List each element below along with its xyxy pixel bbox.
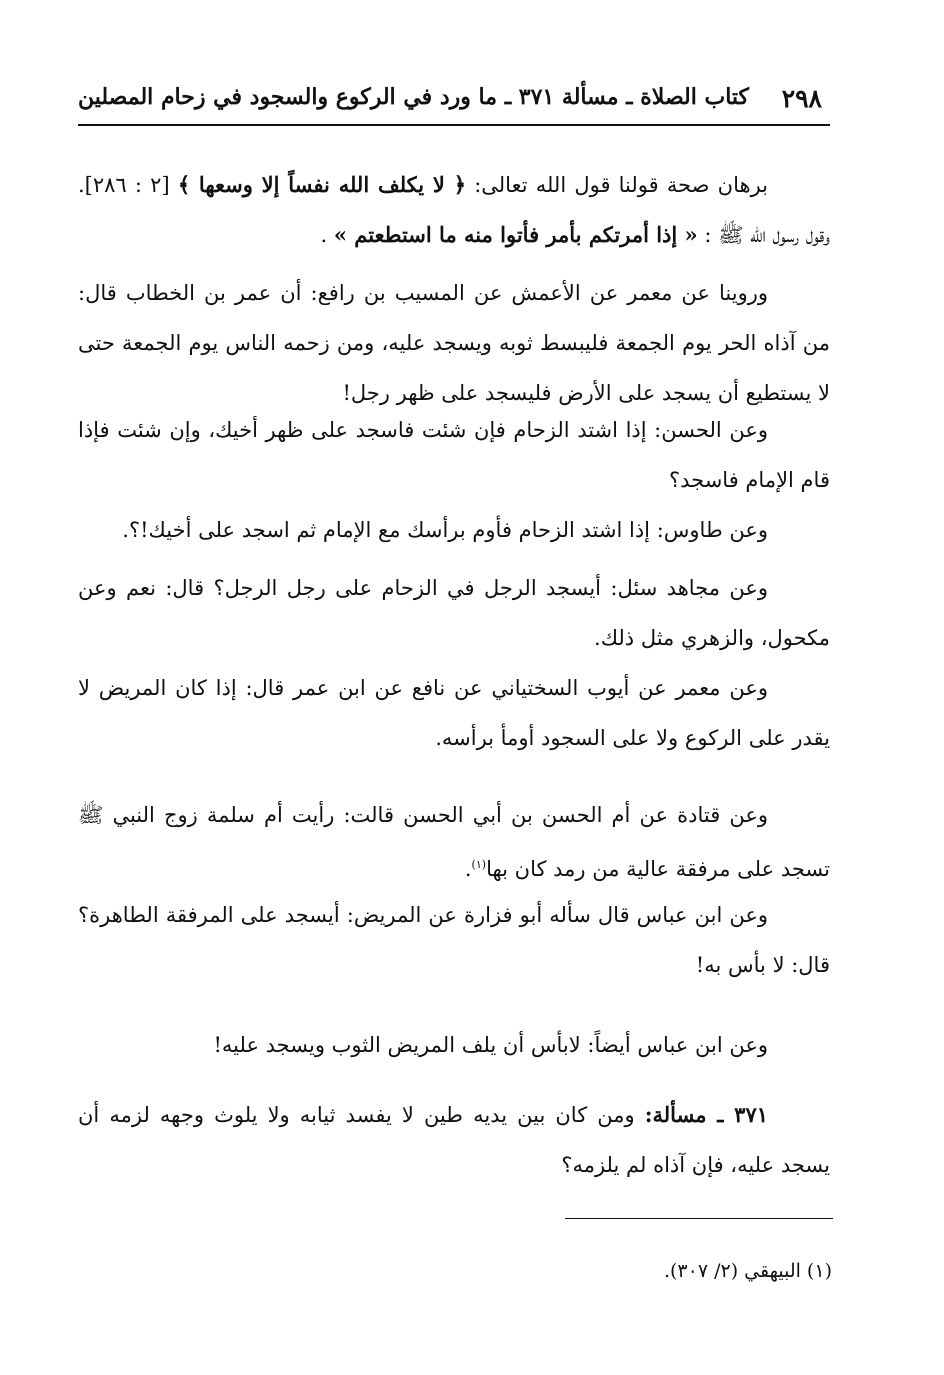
page-number: ٢٩٨ — [781, 84, 822, 113]
paragraph-text: [٢ : ٢٨٦]. وقول رسول الله ﷺ : — [78, 173, 830, 247]
paragraph-ibn-umar: وعن معمر عن أيوب السختياني عن نافع عن ابن عمر قال: إذا كان المريض لا يقدر على الركوع ولا على السجود أومأ برأسه. — [78, 676, 830, 750]
paragraph-text: وعن قتادة عن أم الحسن بن أبي الحسن قالت: رأيت أم سلمة زوج النبي ﷺ تسجد على مرفقة عالية من رمد كان بها — [78, 803, 830, 881]
paragraph-text: . — [464, 857, 472, 881]
running-title: كتاب الصلاة ـ مسألة ٣٧١ ـ ما ورد في الركوع والسجود في زحام المصلين — [78, 84, 750, 110]
paragraph-tawus: وعن طاوس: إذا اشتد الزحام فأوم برأسك مع الإمام ثم اسجد على أخيك!؟. — [122, 518, 768, 542]
paragraph-ibn-abbas-2: وعن ابن عباس أيضاً: لابأس أن يلف المريض الثوب ويسجد عليه! — [213, 1033, 768, 1057]
issue-label: ٣٧١ ـ مسألة: — [644, 1102, 769, 1127]
paragraph-mujahid: وعن مجاهد سئل: أيسجد الرجل في الزحام على رجل الرجل؟ قال: نعم وعن مكحول، والزهري مثل ذلك. — [78, 576, 830, 650]
paragraph-hasan: وعن الحسن: إذا اشتد الزحام فإن شئت فاسجد على ظهر أخيك، وإن شئت فإذا قام الإمام فاسجد؟ — [78, 418, 830, 492]
paragraph-umar: وروينا عن معمر عن الأعمش عن المسيب بن رافع: أن عمر بن الخطاب قال: من آذاه الحر يوم الجمعة فليبسط ثوبه ويسجد عليه، ومن زحمه الناس يوم الجمعة حتى لا يستطيع أن يسجد على الأرض فليسجد على ظهر رجل! — [78, 281, 830, 405]
paragraph-proof — [78, 160, 830, 260]
paragraph-umm-salama — [78, 790, 830, 894]
hadith-quote: « إذا أمرتكم بأمر فأتوا منه ما استطعتم » — [333, 222, 698, 247]
footnote-marker: (١) — [471, 858, 487, 871]
paragraph-text: . — [320, 223, 334, 247]
paragraph-text: ومن كان بين يديه طين لا يفسد ثيابه ولا يلوث وجهه لزمه أن يسجد عليه، فإن آذاه لم يلزمه؟ — [78, 1103, 830, 1177]
paragraph-ibn-abbas-1: وعن ابن عباس قال سأله أبو فزارة عن المريض: أيسجد على المرفقة الطاهرة؟ قال: لا بأس به! — [78, 903, 830, 977]
paragraph-text: برهان صحة قولنا قول الله تعالى: — [466, 173, 768, 197]
paragraph-issue-371 — [78, 1090, 830, 1190]
page-header — [78, 78, 830, 122]
quran-verse: ﴿ لا يكلف الله نفساً إلا وسعها ﴾ — [177, 172, 467, 197]
footnote-divider — [565, 1218, 833, 1219]
footnote: (١) البيهقي (٢/ ٣٠٧). — [663, 1260, 832, 1282]
header-divider — [78, 124, 830, 126]
